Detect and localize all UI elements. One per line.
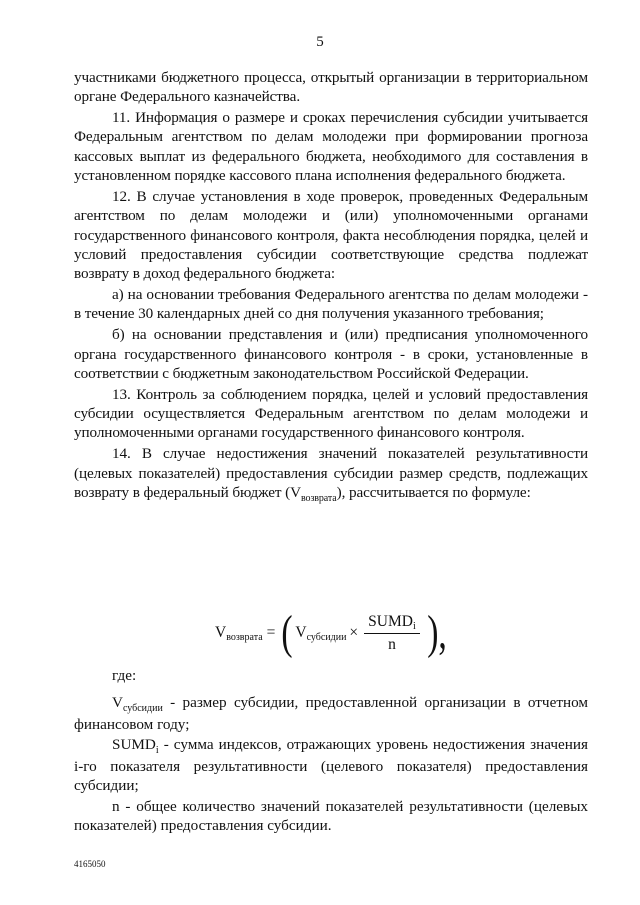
formula-lhs: V <box>215 624 227 641</box>
paragraph-14-tail: ), рассчитывается по формуле: <box>336 483 531 501</box>
definition-subscript: i <box>155 745 159 757</box>
definition-text: - общее количество значений показателей результативности (целевых показателей) предоставления субсидии. <box>74 797 588 835</box>
formula-open-paren: ( <box>281 606 293 659</box>
document-body <box>74 68 588 506</box>
formula-numerator-subscript: i <box>412 620 416 632</box>
paragraph-12a: а) на основании требования Федерального агентства по делам молодежи - в течение 30 календарных дней со дня получения указанного требования; <box>74 286 588 323</box>
where-label: где: <box>112 667 137 684</box>
paragraph-14 <box>74 444 588 504</box>
definition-text: - сумма индексов, отражающих уровень недостижения значения i-го показателя результативности (целевого показателя) предоставления субсидии; <box>74 736 588 795</box>
formula-numerator-text: SUMD <box>368 612 413 630</box>
definition-symbol: n <box>112 797 120 815</box>
definition-sumd <box>74 735 588 795</box>
formula-fraction <box>364 613 420 654</box>
formula <box>0 604 640 662</box>
formula-numerator <box>364 613 420 634</box>
definition-symbol: V <box>112 694 123 712</box>
formula-v-subscript: субсидии <box>306 631 347 643</box>
definition-subscript: субсидии <box>122 703 163 715</box>
paragraph-13: 13. Контроль за соблюдением порядка, целей и условий предоставления субсидии осуществляется Федеральным агентством по делам молодежи и уполномоченными органами государственного финансового контроля. <box>74 385 588 442</box>
formula-times: × <box>349 624 359 641</box>
paragraph-11: 11. Информация о размере и сроках перечисления субсидии учитывается Федеральным агентством по делам молодежи при формировании прогноза кассовых выплат из федерального бюджета, необходимого для составления в установленном порядке кассового плана исполнения федерального бюджета. <box>74 109 588 185</box>
paragraph-12: 12. В случае установления в ходе проверок, проведенных Федеральным агентством по делам молодежи и (или) уполномоченными органами государственного финансового контроля, факта несоблюдения порядка, целей и условий предоставления субсидии соответствующие средства подлежат возврату в доход федерального бюджета: <box>74 187 588 283</box>
page-number: 5 <box>316 34 324 50</box>
definition-text: - размер субсидии, предоставленной организации в отчетном финансовом году; <box>74 694 588 733</box>
formula-equals: = <box>266 624 276 641</box>
formula-close-paren: ), <box>426 606 447 659</box>
definitions-block <box>74 666 588 837</box>
formula-lhs-subscript: возврата <box>226 631 263 643</box>
document-code: 4165050 <box>74 859 106 869</box>
definition-symbol: SUMD <box>112 736 156 754</box>
definition-v-subsidy <box>74 693 588 734</box>
paragraph-14-subscript: возврата <box>300 492 337 504</box>
formula-expression <box>215 604 451 662</box>
paragraph-14-text: 14. В случае недостижения значений показателей результативности (целевых показателей) предоставления субсидии размер средств, подлежащих возврату в федеральный бюджет (V <box>74 445 588 501</box>
formula-denominator: n <box>388 635 396 653</box>
paragraph-continuation: участниками бюджетного процесса, открытый организации в территориальном органе Федерального казначейства. <box>74 69 588 106</box>
paragraph-12b: б) на основании представления и (или) предписания уполномоченного органа государственного финансового контроля - в сроки, установленные в соответствии с бюджетным законодательством Российской Федерации. <box>74 326 588 382</box>
definition-n <box>74 797 588 836</box>
formula-v: V <box>295 624 307 641</box>
